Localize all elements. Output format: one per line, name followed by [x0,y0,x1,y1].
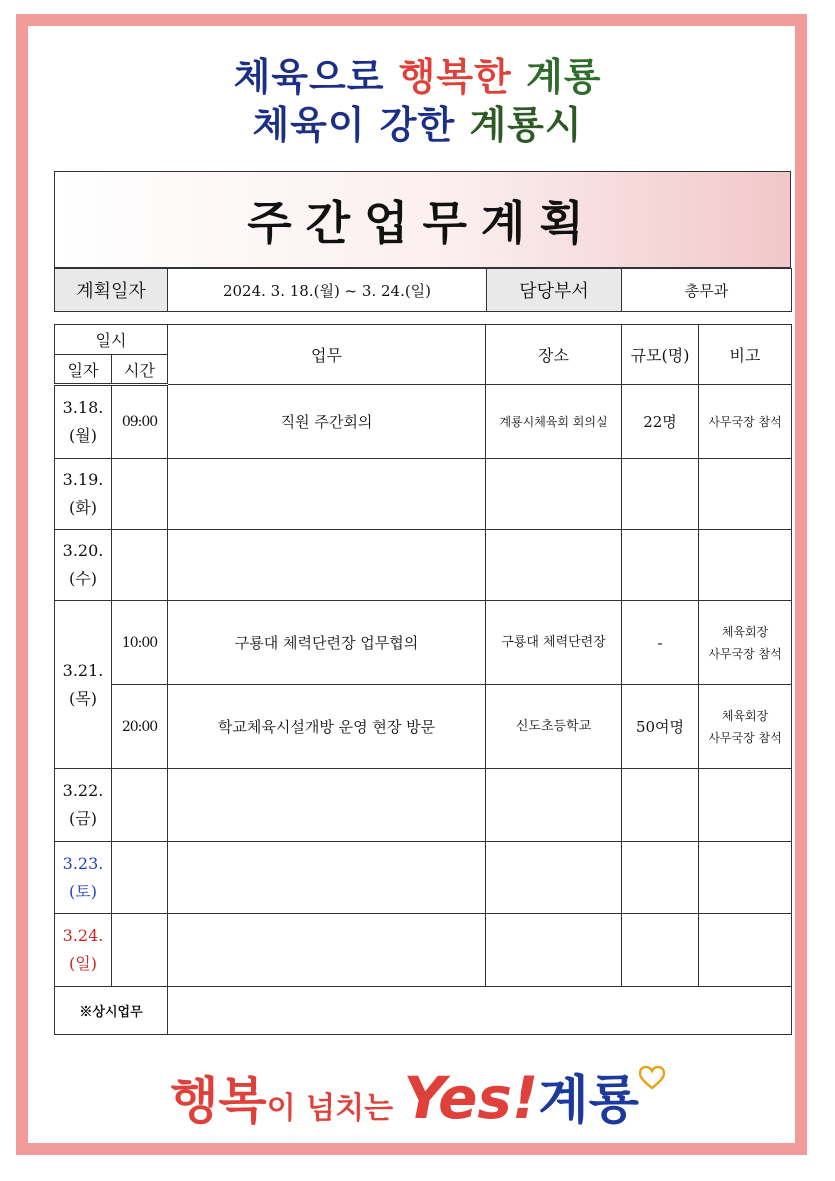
weekday-text: (월) [69,426,97,445]
row-place: 계룡시체육회 회의실 [486,385,622,459]
row-note [699,769,792,842]
row-note [699,685,792,769]
weekday-text: (금) [69,809,97,828]
table-row [55,385,792,459]
slogan-1-part-3: 계룡 [511,55,602,99]
row-scale [622,914,699,987]
row-note [699,459,792,530]
row-date [55,769,112,842]
row-time [112,459,168,530]
row-place: 신도초등학교 [486,685,622,769]
row-task [168,842,486,914]
row-date [55,601,112,769]
slogan-1-part-1: 체육으로 [233,55,399,99]
row-task: 구룡대 체력단련장 업무협의 [168,601,486,685]
page-title: 주간업무계획 [247,195,598,250]
note-line-1: 체육회장 [721,708,769,723]
row-note [699,385,792,459]
row-scale [622,842,699,914]
header-scale: 규모(명) [622,325,699,385]
plan-date-value: 2024. 3. 18.(월) ~ 3. 24.(일) [168,269,487,312]
table-row [55,685,792,769]
row-date [55,842,112,914]
footer-part-1: 행복 [170,1072,267,1130]
slogan-2-part-2: 계룡시 [469,103,583,147]
row-note [699,914,792,987]
row-task [168,459,486,530]
date-text: 3.24. [62,926,104,945]
footer-part-4: 계룡 [538,1071,639,1131]
header-time: 시간 [112,355,168,385]
slogan-1-part-2: 행복한 [398,55,512,99]
slogan-2-part-1: 체육이 강한 [252,103,470,147]
table-row [55,842,792,914]
dept-label: 담당부서 [487,269,622,312]
table-row [55,987,792,1035]
table-row [55,530,792,601]
row-date [55,459,112,530]
table-row [55,769,792,842]
row-note [699,530,792,601]
weekday-text: (수) [69,569,97,588]
row-time [112,914,168,987]
weekday-text: (화) [69,498,97,517]
row-task: 학교체육시설개방 운영 현장 방문 [168,685,486,769]
row-time [112,842,168,914]
title-box [54,171,791,268]
table-row [55,459,792,530]
header-note: 비고 [699,325,792,385]
date-text: 3.19. [62,470,104,489]
row-place [486,842,622,914]
date-text: 3.20. [62,541,104,560]
row-time: 10:00 [112,601,168,685]
schedule-table [54,324,792,1035]
row-time [112,769,168,842]
header-task: 업무 [168,325,486,385]
date-text: 3.22. [62,781,104,800]
row-scale [622,459,699,530]
table-row [55,914,792,987]
row-scale: 22명 [622,385,699,459]
note-line-2: 사무국장 참석 [708,646,782,661]
row-scale: 50여명 [622,685,699,769]
row-time [112,530,168,601]
header-datetime: 일시 [55,325,168,355]
info-table [54,268,792,312]
dept-value: 총무과 [622,269,792,312]
row-date [55,385,112,459]
slogan-line-2 [0,94,835,149]
row-place [486,769,622,842]
slogan-line-1 [0,46,835,101]
row-time: 09:00 [112,385,168,459]
row-note [699,842,792,914]
row-date [55,914,112,987]
row-task [168,914,486,987]
footer-slogan [0,1058,835,1138]
date-text: 3.21. [62,660,104,680]
header-date: 일자 [55,355,112,385]
table-row [55,601,792,685]
row-task [168,769,486,842]
date-text: 3.18. [62,398,104,417]
header-place: 장소 [486,325,622,385]
row-task [168,530,486,601]
plan-date-label: 계획일자 [55,269,168,312]
row-note [699,601,792,685]
heart-icon [639,1066,665,1090]
row-time: 20:00 [112,685,168,769]
regular-task-content [168,987,792,1035]
row-scale: - [622,601,699,685]
row-scale [622,530,699,601]
weekday-text: (목) [69,688,97,708]
weekday-text: (토) [69,881,97,901]
weekday-text: (일) [69,954,97,973]
row-place [486,459,622,530]
footer-part-3: Yes! [403,1064,539,1132]
row-task: 직원 주간회의 [168,385,486,459]
row-scale [622,769,699,842]
row-place [486,530,622,601]
date-text: 3.23. [62,853,104,873]
row-place [486,914,622,987]
row-place: 구룡대 체력단련장 [486,601,622,685]
note-line-1: 사무국장 참석 [708,414,782,429]
row-date [55,530,112,601]
note-line-1: 체육회장 [721,624,769,639]
footer-part-2: 이 넘치는 [266,1091,404,1126]
note-line-2: 사무국장 참석 [708,730,782,745]
regular-task-label: ※상시업무 [55,987,168,1035]
